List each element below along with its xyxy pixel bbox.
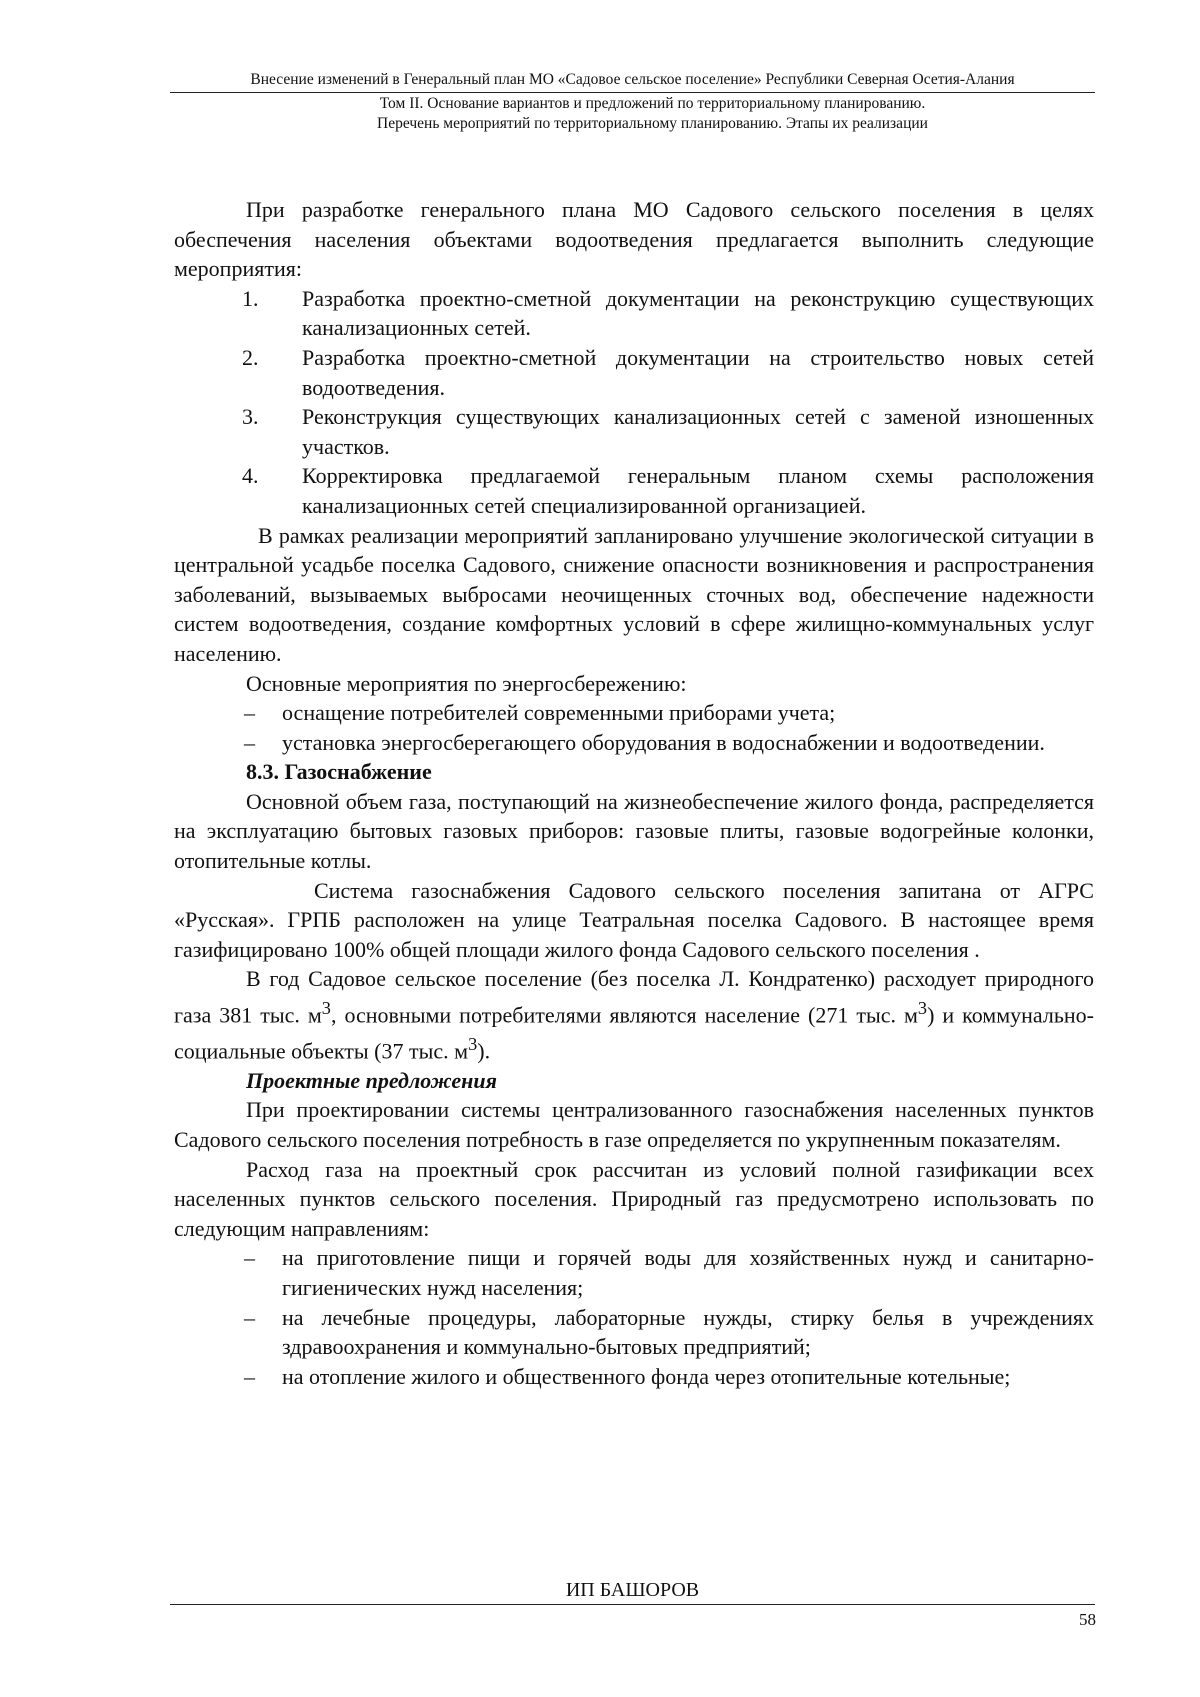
list-item-text: Корректировка предлагаемой генеральным планом схемы расположения канализационных сетей специализированной организацией. xyxy=(302,463,1094,518)
list-item xyxy=(174,284,1094,343)
list-item-number: 3. xyxy=(242,404,259,430)
dash-bullet: – xyxy=(244,1245,255,1271)
proposals-paragraph-2: Расход газа на проектный срок рассчитан из условий полной газификации всех населенных пунктов сельского поселения. Природный газ предусмотрено использовать по следующим направлениям: xyxy=(174,1156,1094,1241)
list-item-text: Реконструкция существующих канализационных сетей с заменой изношенных участков. xyxy=(302,404,1094,459)
list-item-text: установка энергосберегающего оборудования в водоснабжении и водоотведении. xyxy=(282,729,1045,755)
list-item xyxy=(174,461,1094,520)
dash-bullet: – xyxy=(244,1304,255,1330)
list-item-text: на приготовление пищи и горячей воды для хозяйственных нужд и санитарно-гигиенических нужд населения; xyxy=(282,1245,1094,1301)
intro-paragraph: При разработке генерального плана МО Садового сельского поселения в целях обеспечения населения объектами водоотведения предлагается выполнить следующие мероприятия: xyxy=(174,197,1094,282)
proposals-paragraph-1: При проектировании системы централизованного газоснабжения населенных пунктов Садового сельского поселения потребность в газе определяется по укрупненным показателям. xyxy=(174,1097,1094,1153)
footer-divider xyxy=(170,1604,1095,1605)
gas-usage-directions-list xyxy=(174,1243,1094,1391)
dash-bullet: – xyxy=(244,700,255,726)
list-item xyxy=(174,1303,1094,1362)
header-divider xyxy=(170,92,1095,93)
list-item xyxy=(174,698,1094,728)
page-footer xyxy=(170,1578,1095,1605)
list-item-number: 4. xyxy=(242,463,259,489)
dash-bullet: – xyxy=(244,729,255,755)
gas-paragraph-2: Система газоснабжения Садового сельского поселения запитана от АГРС «Русская». ГРПБ расположен на улице Театральная поселка Садового. В настоящее время газифицировано 100% общей площади жилого фонда Садового сельского поселения . xyxy=(174,877,1094,962)
list-item xyxy=(174,728,1094,758)
sewerage-measures-list xyxy=(174,284,1094,521)
results-paragraph: В рамках реализации мероприятий запланировано улучшение экологической ситуации в центральной усадьбе поселка Садового, снижение опасности возникновения и распространения заболеваний, вызываемых выбросами неочищенных сточных вод, обеспечение надежности систем водоотведения, создание комфортных условий в сфере жилищно-коммунальных услуг населению. xyxy=(174,522,1094,666)
list-item-number: 1. xyxy=(242,285,259,311)
list-item-text: на отопление жилого и общественного фонда через отопительные котельные; xyxy=(282,1363,1011,1389)
page-number: 58 xyxy=(1079,1610,1096,1629)
list-item-text: оснащение потребителей современными приборами учета; xyxy=(282,700,836,726)
list-item-text: Разработка проектно-сметной документации на реконструкцию существующих канализационных сетей. xyxy=(302,285,1094,341)
document-body xyxy=(174,195,1094,1391)
proposals-heading: Проектные предложения xyxy=(246,1067,497,1093)
list-item xyxy=(174,402,1094,461)
section-heading: 8.3. Газоснабжение xyxy=(246,759,432,785)
gas-paragraph-1: Основной объем газа, поступающий на жизнеобеспечение жилого фонда, распределяется на эксплуатацию бытовых газовых приборов: газовые плиты, газовые водогрейные колонки, отопительные котлы. xyxy=(174,788,1094,874)
list-item-text: Разработка проектно-сметной документации на строительство новых сетей водоотведения. xyxy=(302,344,1094,400)
energy-saving-list xyxy=(174,698,1094,757)
header-document-title: Внесение изменений в Генеральный план МО «Садовое сельское поселение» Республики Северная Осетия-Алания xyxy=(250,71,1015,88)
list-item xyxy=(174,1243,1094,1302)
header-volume-title: Том II. Основание вариантов и предложений по территориальному планированию. xyxy=(379,95,926,112)
list-item xyxy=(174,343,1094,402)
header-section-title: Перечень мероприятий по территориальному планированию. Этапы их реализации xyxy=(377,115,928,132)
list-item-number: 2. xyxy=(242,344,259,370)
footer-company: ИП БАШОРОВ xyxy=(565,1579,700,1601)
page-header xyxy=(170,70,1095,134)
list-item xyxy=(174,1362,1094,1392)
gas-paragraph-3: В год Садовое сельское поселение (без поселка Л. Кондратенко) расходует природного газа 381 тыс. $м^3$, основными потребителями являются население (271 тыс. $м^3$) и коммунально-социальные объекты (37 тыс. $м^3$). xyxy=(174,966,1094,1064)
list-item-text: на лечебные процедуры, лабораторные нужды, стирку белья в учреждениях здравоохранения и коммунально-бытовых предприятий; xyxy=(282,1304,1094,1360)
dash-bullet: – xyxy=(244,1363,255,1389)
energy-saving-title: Основные мероприятия по энергосбережению: xyxy=(246,670,687,696)
